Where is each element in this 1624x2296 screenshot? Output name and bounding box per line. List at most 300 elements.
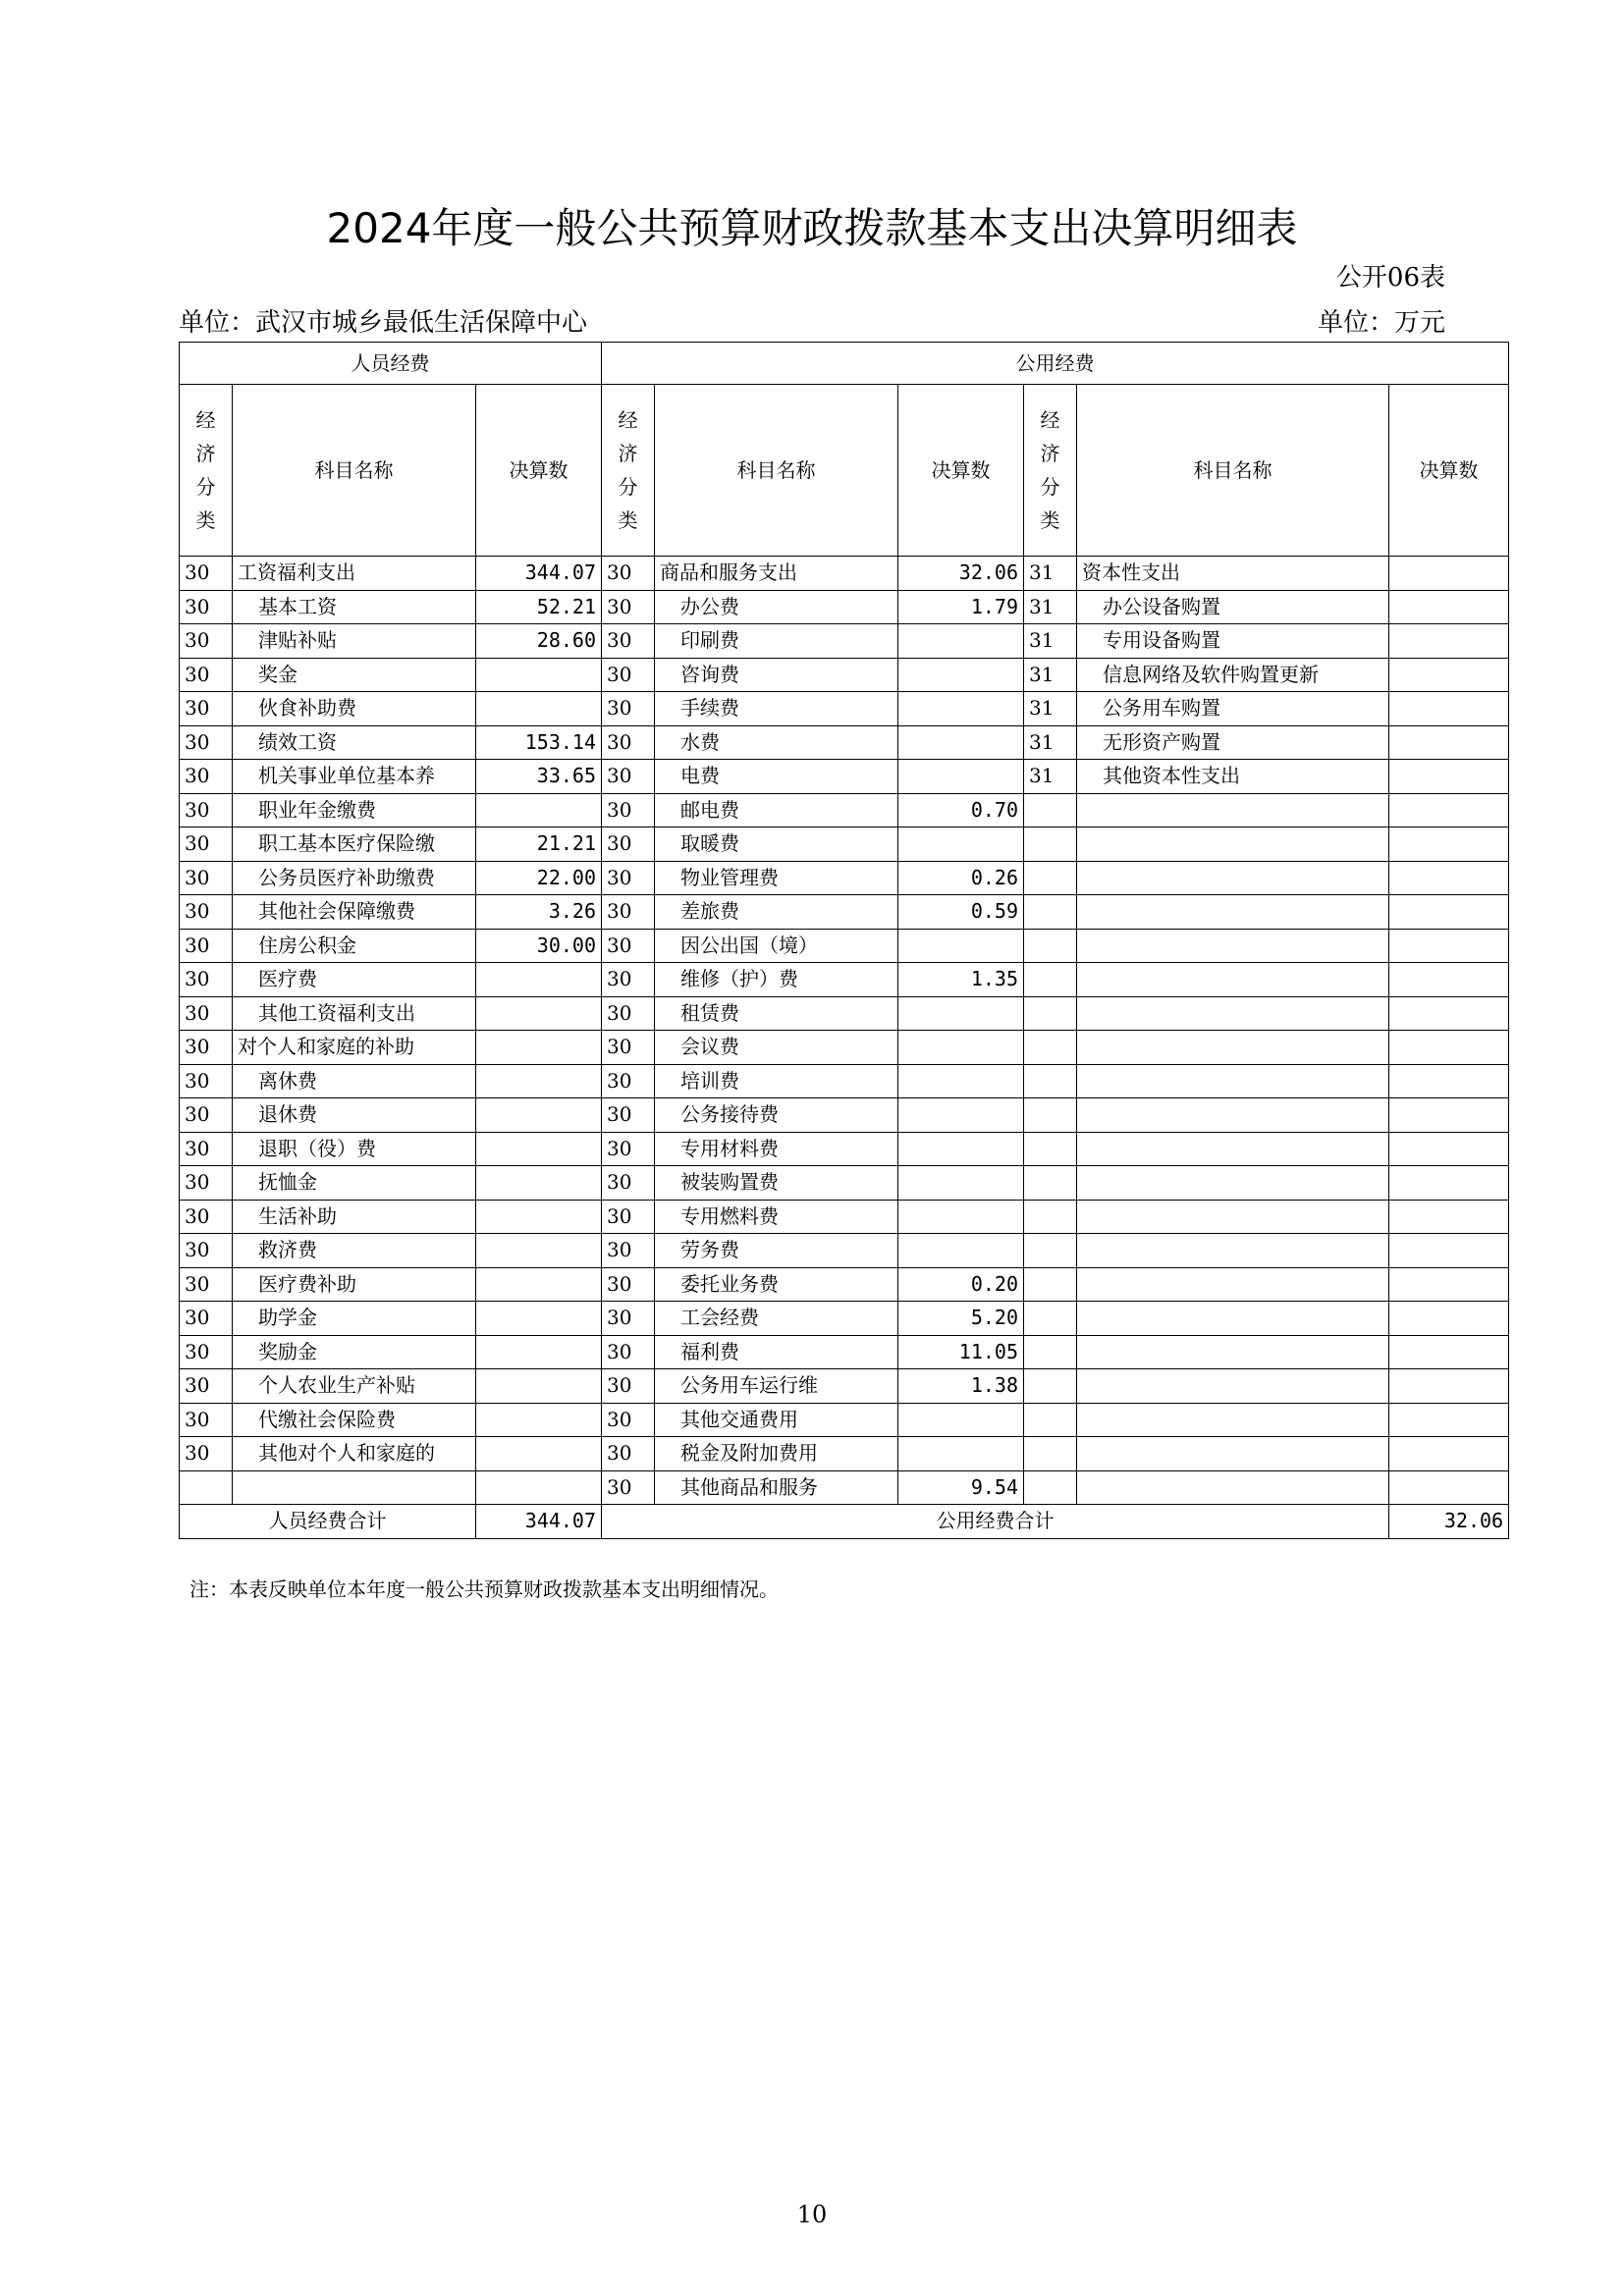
code-cell: 30 bbox=[602, 590, 655, 624]
name-cell: 公务接待费 bbox=[655, 1098, 898, 1133]
amount-cell bbox=[476, 692, 602, 726]
form-number: 公开06表 bbox=[1335, 263, 1445, 293]
code-cell: 30 bbox=[180, 1234, 233, 1268]
name-cell: 离休费 bbox=[233, 1064, 476, 1098]
amount-cell bbox=[898, 624, 1024, 659]
code-cell bbox=[1024, 895, 1077, 930]
header-amount: 决算数 bbox=[476, 385, 602, 557]
amount-cell bbox=[1389, 557, 1509, 591]
name-cell bbox=[1077, 1403, 1389, 1437]
code-cell: 30 bbox=[180, 895, 233, 930]
name-cell bbox=[1077, 1166, 1389, 1201]
header-name: 科目名称 bbox=[233, 385, 476, 557]
name-cell bbox=[1077, 1335, 1389, 1369]
amount-cell bbox=[898, 828, 1024, 862]
code-cell: 30 bbox=[602, 996, 655, 1031]
name-cell: 其他社会保障缴费 bbox=[233, 895, 476, 930]
name-cell: 基本工资 bbox=[233, 590, 476, 624]
amount-cell bbox=[476, 1098, 602, 1133]
name-cell: 对个人和家庭的补助 bbox=[233, 1031, 476, 1065]
amount-cell bbox=[476, 963, 602, 997]
table-row bbox=[180, 1403, 1509, 1437]
amount-cell bbox=[1389, 1302, 1509, 1336]
header-code-char: 分 bbox=[1040, 475, 1060, 499]
amount-cell bbox=[898, 692, 1024, 726]
amount-cell bbox=[898, 1166, 1024, 1201]
code-cell: 30 bbox=[602, 1098, 655, 1133]
name-cell bbox=[1077, 1369, 1389, 1404]
table-row bbox=[180, 1132, 1509, 1166]
code-cell: 31 bbox=[1024, 557, 1077, 591]
name-cell: 专用材料费 bbox=[655, 1132, 898, 1166]
amount-cell bbox=[1389, 1200, 1509, 1234]
code-cell: 30 bbox=[602, 1335, 655, 1369]
code-cell: 30 bbox=[602, 1267, 655, 1302]
header-code-char: 济 bbox=[618, 442, 638, 465]
amount-cell bbox=[1389, 1132, 1509, 1166]
name-cell: 因公出国（境） bbox=[655, 929, 898, 963]
table-row bbox=[180, 861, 1509, 895]
code-cell: 30 bbox=[602, 1200, 655, 1234]
code-cell: 30 bbox=[602, 1369, 655, 1404]
name-cell: 资本性支出 bbox=[1077, 557, 1389, 591]
code-cell bbox=[1024, 963, 1077, 997]
name-cell: 代缴社会保险费 bbox=[233, 1403, 476, 1437]
name-cell: 福利费 bbox=[655, 1335, 898, 1369]
section-personnel: 人员经费 bbox=[180, 343, 602, 385]
code-cell: 30 bbox=[602, 929, 655, 963]
code-cell: 30 bbox=[602, 1031, 655, 1065]
table-row bbox=[180, 1437, 1509, 1471]
amount-cell bbox=[476, 1335, 602, 1369]
amount-cell bbox=[476, 658, 602, 692]
amount-cell bbox=[898, 996, 1024, 1031]
name-cell: 职工基本医疗保险缴 bbox=[233, 828, 476, 862]
code-cell: 30 bbox=[180, 1098, 233, 1133]
amount-cell bbox=[1389, 1234, 1509, 1268]
name-cell: 被装购置费 bbox=[655, 1166, 898, 1201]
amount-cell: 28.60 bbox=[476, 624, 602, 659]
name-cell bbox=[1077, 828, 1389, 862]
code-cell: 30 bbox=[180, 1403, 233, 1437]
table-row bbox=[180, 1166, 1509, 1201]
name-cell bbox=[1077, 861, 1389, 895]
code-cell: 30 bbox=[602, 793, 655, 828]
amount-cell bbox=[1389, 624, 1509, 659]
code-cell: 30 bbox=[180, 624, 233, 659]
code-cell: 30 bbox=[602, 861, 655, 895]
code-cell: 30 bbox=[602, 1234, 655, 1268]
name-cell: 奖金 bbox=[233, 658, 476, 692]
amount-cell: 9.54 bbox=[898, 1470, 1024, 1505]
name-cell: 伙食补助费 bbox=[233, 692, 476, 726]
name-cell: 商品和服务支出 bbox=[655, 557, 898, 591]
amount-cell: 0.70 bbox=[898, 793, 1024, 828]
table-row bbox=[180, 1200, 1509, 1234]
header-code-chars bbox=[1029, 385, 1071, 556]
name-cell bbox=[1077, 963, 1389, 997]
name-cell: 医疗费补助 bbox=[233, 1267, 476, 1302]
name-cell bbox=[1077, 1031, 1389, 1065]
name-cell: 水费 bbox=[655, 725, 898, 760]
code-cell: 30 bbox=[180, 692, 233, 726]
section-public: 公用经费 bbox=[602, 343, 1509, 385]
amount-cell bbox=[898, 1132, 1024, 1166]
amount-cell: 52.21 bbox=[476, 590, 602, 624]
code-cell: 30 bbox=[180, 1064, 233, 1098]
header-code-char: 济 bbox=[1040, 442, 1060, 465]
unit-measure: 单位：万元 bbox=[1317, 308, 1445, 338]
code-cell: 30 bbox=[602, 760, 655, 794]
code-cell: 30 bbox=[180, 996, 233, 1031]
amount-cell bbox=[1389, 895, 1509, 930]
amount-cell bbox=[476, 1064, 602, 1098]
header-name: 科目名称 bbox=[655, 385, 898, 557]
header-code-char: 经 bbox=[195, 408, 216, 432]
name-cell: 公务用车运行维 bbox=[655, 1369, 898, 1404]
name-cell: 咨询费 bbox=[655, 658, 898, 692]
code-cell: 30 bbox=[180, 557, 233, 591]
table-row bbox=[180, 590, 1509, 624]
amount-cell bbox=[1389, 929, 1509, 963]
amount-cell: 22.00 bbox=[476, 861, 602, 895]
code-cell: 30 bbox=[602, 895, 655, 930]
code-cell bbox=[1024, 828, 1077, 862]
name-cell: 其他商品和服务 bbox=[655, 1470, 898, 1505]
code-cell bbox=[1024, 1437, 1077, 1471]
amount-cell bbox=[1389, 725, 1509, 760]
name-cell bbox=[1077, 895, 1389, 930]
header-amount: 决算数 bbox=[1389, 385, 1509, 557]
code-cell: 31 bbox=[1024, 725, 1077, 760]
code-cell: 30 bbox=[180, 793, 233, 828]
code-cell: 30 bbox=[180, 1031, 233, 1065]
table-row bbox=[180, 929, 1509, 963]
table-row bbox=[180, 557, 1509, 591]
name-cell: 机关事业单位基本养 bbox=[233, 760, 476, 794]
code-cell: 30 bbox=[602, 692, 655, 726]
code-cell bbox=[1024, 1369, 1077, 1404]
code-cell bbox=[180, 1470, 233, 1505]
table-row bbox=[180, 658, 1509, 692]
name-cell: 医疗费 bbox=[233, 963, 476, 997]
header-code-char: 分 bbox=[195, 475, 216, 499]
table-row bbox=[180, 624, 1509, 659]
name-cell bbox=[1077, 929, 1389, 963]
name-cell: 职业年金缴费 bbox=[233, 793, 476, 828]
name-cell: 电费 bbox=[655, 760, 898, 794]
page-title: 2024年度一般公共预算财政拨款基本支出决算明细表 bbox=[326, 204, 1298, 252]
code-cell: 30 bbox=[180, 1200, 233, 1234]
name-cell: 抚恤金 bbox=[233, 1166, 476, 1201]
name-cell bbox=[1077, 1132, 1389, 1166]
amount-cell bbox=[476, 996, 602, 1031]
code-cell bbox=[1024, 1234, 1077, 1268]
amount-cell bbox=[1389, 658, 1509, 692]
amount-cell bbox=[1389, 1064, 1509, 1098]
code-cell: 30 bbox=[602, 1437, 655, 1471]
code-cell: 31 bbox=[1024, 692, 1077, 726]
table-row bbox=[180, 793, 1509, 828]
name-cell bbox=[1077, 1302, 1389, 1336]
table-row bbox=[180, 895, 1509, 930]
amount-cell bbox=[1389, 1267, 1509, 1302]
name-cell: 委托业务费 bbox=[655, 1267, 898, 1302]
amount-cell bbox=[476, 1403, 602, 1437]
name-cell: 公务员医疗补助缴费 bbox=[233, 861, 476, 895]
header-code-chars bbox=[607, 385, 649, 556]
amount-cell bbox=[1389, 1437, 1509, 1471]
name-cell bbox=[1077, 1437, 1389, 1471]
amount-cell bbox=[476, 1166, 602, 1201]
name-cell: 劳务费 bbox=[655, 1234, 898, 1268]
amount-cell bbox=[1389, 1335, 1509, 1369]
code-cell bbox=[1024, 1403, 1077, 1437]
code-cell: 30 bbox=[602, 1132, 655, 1166]
name-cell: 其他对个人和家庭的 bbox=[233, 1437, 476, 1471]
table-row bbox=[180, 1335, 1509, 1369]
name-cell: 取暖费 bbox=[655, 828, 898, 862]
table-row bbox=[180, 1234, 1509, 1268]
amount-cell bbox=[1389, 793, 1509, 828]
table-row bbox=[180, 1064, 1509, 1098]
personnel-total-label: 人员经费合计 bbox=[180, 1505, 476, 1539]
amount-cell: 21.21 bbox=[476, 828, 602, 862]
amount-cell bbox=[1389, 1098, 1509, 1133]
name-cell: 印刷费 bbox=[655, 624, 898, 659]
code-cell: 30 bbox=[180, 861, 233, 895]
amount-cell bbox=[898, 929, 1024, 963]
code-cell bbox=[1024, 1267, 1077, 1302]
name-cell: 会议费 bbox=[655, 1031, 898, 1065]
code-cell: 31 bbox=[1024, 760, 1077, 794]
name-cell: 绩效工资 bbox=[233, 725, 476, 760]
name-cell bbox=[1077, 1267, 1389, 1302]
amount-cell: 1.35 bbox=[898, 963, 1024, 997]
amount-cell bbox=[898, 760, 1024, 794]
code-cell: 30 bbox=[180, 1335, 233, 1369]
name-cell bbox=[1077, 1098, 1389, 1133]
amount-cell: 11.05 bbox=[898, 1335, 1024, 1369]
amount-cell: 1.79 bbox=[898, 590, 1024, 624]
name-cell: 培训费 bbox=[655, 1064, 898, 1098]
amount-cell bbox=[476, 1234, 602, 1268]
amount-cell: 30.00 bbox=[476, 929, 602, 963]
amount-cell: 153.14 bbox=[476, 725, 602, 760]
code-cell bbox=[1024, 1166, 1077, 1201]
name-cell: 津贴补贴 bbox=[233, 624, 476, 659]
code-cell: 30 bbox=[180, 1166, 233, 1201]
code-cell: 30 bbox=[180, 725, 233, 760]
code-cell: 30 bbox=[602, 557, 655, 591]
code-cell: 30 bbox=[180, 963, 233, 997]
code-cell: 30 bbox=[602, 725, 655, 760]
amount-cell bbox=[1389, 996, 1509, 1031]
name-cell bbox=[1077, 1470, 1389, 1505]
name-cell: 办公费 bbox=[655, 590, 898, 624]
header-code bbox=[180, 385, 233, 557]
name-cell: 救济费 bbox=[233, 1234, 476, 1268]
amount-cell bbox=[1389, 1166, 1509, 1201]
table-row bbox=[180, 692, 1509, 726]
amount-cell: 344.07 bbox=[476, 557, 602, 591]
amount-cell bbox=[898, 1031, 1024, 1065]
code-cell: 30 bbox=[602, 1166, 655, 1201]
amount-cell bbox=[1389, 1470, 1509, 1505]
code-cell: 31 bbox=[1024, 658, 1077, 692]
amount-cell bbox=[898, 1403, 1024, 1437]
amount-cell bbox=[898, 1437, 1024, 1471]
amount-cell: 3.26 bbox=[476, 895, 602, 930]
table-row bbox=[180, 725, 1509, 760]
code-cell: 30 bbox=[180, 1369, 233, 1404]
header-code-char: 类 bbox=[1040, 508, 1060, 532]
name-cell: 奖励金 bbox=[233, 1335, 476, 1369]
amount-cell bbox=[476, 793, 602, 828]
name-cell: 工会经费 bbox=[655, 1302, 898, 1336]
name-cell: 专用设备购置 bbox=[1077, 624, 1389, 659]
amount-cell bbox=[898, 725, 1024, 760]
header-name: 科目名称 bbox=[1077, 385, 1389, 557]
name-cell: 无形资产购置 bbox=[1077, 725, 1389, 760]
table-row bbox=[180, 1267, 1509, 1302]
header-code-char: 类 bbox=[618, 508, 638, 532]
code-cell: 30 bbox=[180, 1437, 233, 1471]
totals-row bbox=[180, 1505, 1509, 1539]
header-amount: 决算数 bbox=[898, 385, 1024, 557]
table-row bbox=[180, 760, 1509, 794]
name-cell: 物业管理费 bbox=[655, 861, 898, 895]
name-cell: 维修（护）费 bbox=[655, 963, 898, 997]
table-note: 注：本表反映单位本年度一般公共预算财政拨款基本支出明细情况。 bbox=[189, 1577, 779, 1601]
code-cell: 30 bbox=[180, 1267, 233, 1302]
amount-cell: 33.65 bbox=[476, 760, 602, 794]
amount-cell bbox=[1389, 828, 1509, 862]
code-cell bbox=[1024, 1098, 1077, 1133]
section-header-row bbox=[180, 343, 1509, 385]
page-number: 10 bbox=[796, 2201, 828, 2228]
name-cell: 租赁费 bbox=[655, 996, 898, 1031]
code-cell: 30 bbox=[602, 624, 655, 659]
unit-name: 单位：武汉市城乡最低生活保障中心 bbox=[179, 308, 588, 338]
code-cell bbox=[1024, 1335, 1077, 1369]
name-cell: 住房公积金 bbox=[233, 929, 476, 963]
code-cell bbox=[1024, 996, 1077, 1031]
table-row bbox=[180, 996, 1509, 1031]
name-cell: 税金及附加费用 bbox=[655, 1437, 898, 1471]
name-cell bbox=[1077, 1200, 1389, 1234]
code-cell: 30 bbox=[180, 929, 233, 963]
code-cell bbox=[1024, 861, 1077, 895]
amount-cell: 5.20 bbox=[898, 1302, 1024, 1336]
code-cell: 30 bbox=[602, 1403, 655, 1437]
name-cell bbox=[1077, 1234, 1389, 1268]
amount-cell: 32.06 bbox=[898, 557, 1024, 591]
table-row bbox=[180, 1369, 1509, 1404]
code-cell: 30 bbox=[602, 658, 655, 692]
name-cell: 信息网络及软件购置更新 bbox=[1077, 658, 1389, 692]
amount-cell bbox=[1389, 1031, 1509, 1065]
code-cell: 30 bbox=[180, 658, 233, 692]
code-cell: 30 bbox=[180, 1302, 233, 1336]
amount-cell bbox=[1389, 590, 1509, 624]
amount-cell bbox=[476, 1437, 602, 1471]
name-cell: 公务用车购置 bbox=[1077, 692, 1389, 726]
code-cell: 30 bbox=[602, 1302, 655, 1336]
personnel-total-value: 344.07 bbox=[476, 1505, 602, 1539]
name-cell: 其他资本性支出 bbox=[1077, 760, 1389, 794]
code-cell bbox=[1024, 1200, 1077, 1234]
table-row bbox=[180, 1470, 1509, 1505]
amount-cell: 0.59 bbox=[898, 895, 1024, 930]
public-total-value: 32.06 bbox=[1389, 1505, 1509, 1539]
name-cell bbox=[233, 1470, 476, 1505]
header-code-char: 经 bbox=[618, 408, 638, 432]
code-cell bbox=[1024, 1064, 1077, 1098]
code-cell: 30 bbox=[180, 760, 233, 794]
header-code bbox=[602, 385, 655, 557]
code-cell bbox=[1024, 793, 1077, 828]
amount-cell bbox=[1389, 1403, 1509, 1437]
code-cell bbox=[1024, 929, 1077, 963]
name-cell: 其他交通费用 bbox=[655, 1403, 898, 1437]
expenditure-table bbox=[179, 342, 1509, 1539]
public-total-label: 公用经费合计 bbox=[602, 1505, 1389, 1539]
code-cell: 30 bbox=[602, 1064, 655, 1098]
code-cell: 30 bbox=[180, 590, 233, 624]
header-code-chars bbox=[185, 385, 227, 556]
code-cell bbox=[1024, 1302, 1077, 1336]
table-row bbox=[180, 963, 1509, 997]
amount-cell bbox=[1389, 963, 1509, 997]
amount-cell bbox=[898, 1098, 1024, 1133]
amount-cell bbox=[476, 1132, 602, 1166]
name-cell: 助学金 bbox=[233, 1302, 476, 1336]
header-code bbox=[1024, 385, 1077, 557]
header-code-char: 类 bbox=[195, 508, 216, 532]
name-cell: 退职（役）费 bbox=[233, 1132, 476, 1166]
amount-cell bbox=[1389, 1369, 1509, 1404]
amount-cell bbox=[476, 1031, 602, 1065]
code-cell bbox=[1024, 1031, 1077, 1065]
name-cell: 工资福利支出 bbox=[233, 557, 476, 591]
code-cell: 31 bbox=[1024, 624, 1077, 659]
amount-cell bbox=[476, 1267, 602, 1302]
amount-cell bbox=[1389, 692, 1509, 726]
table-row bbox=[180, 1031, 1509, 1065]
name-cell: 专用燃料费 bbox=[655, 1200, 898, 1234]
code-cell: 30 bbox=[180, 828, 233, 862]
name-cell: 邮电费 bbox=[655, 793, 898, 828]
name-cell: 个人农业生产补贴 bbox=[233, 1369, 476, 1404]
header-code-char: 济 bbox=[195, 442, 216, 465]
amount-cell bbox=[1389, 760, 1509, 794]
name-cell: 其他工资福利支出 bbox=[233, 996, 476, 1031]
amount-cell: 0.20 bbox=[898, 1267, 1024, 1302]
amount-cell bbox=[898, 1064, 1024, 1098]
code-cell: 30 bbox=[602, 1470, 655, 1505]
code-cell: 30 bbox=[602, 828, 655, 862]
header-code-char: 经 bbox=[1040, 408, 1060, 432]
table-row bbox=[180, 828, 1509, 862]
amount-cell bbox=[476, 1369, 602, 1404]
column-header-row bbox=[180, 385, 1509, 557]
amount-cell: 1.38 bbox=[898, 1369, 1024, 1404]
code-cell: 31 bbox=[1024, 590, 1077, 624]
amount-cell bbox=[898, 1200, 1024, 1234]
code-cell bbox=[1024, 1470, 1077, 1505]
code-cell: 30 bbox=[602, 963, 655, 997]
